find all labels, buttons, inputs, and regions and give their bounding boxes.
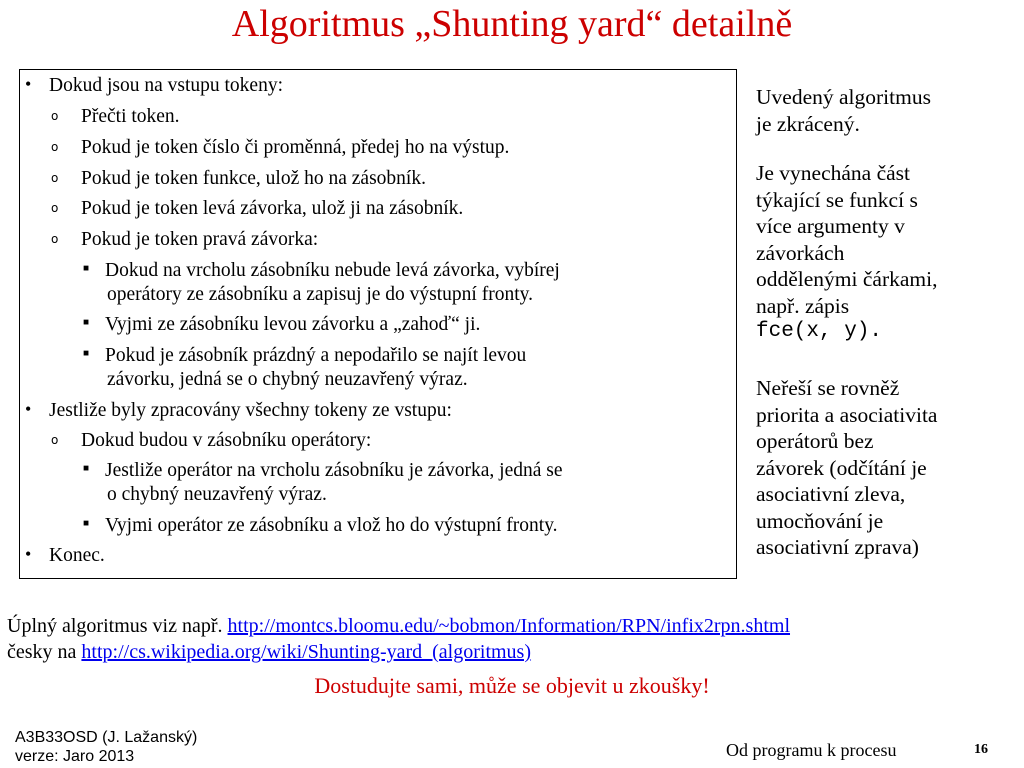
reference-prefix: Úplný algoritmus viz např. [7, 615, 223, 637]
reference-prefix: česky na [7, 641, 77, 663]
bullet-square-icon: ■ [83, 263, 90, 274]
sidebar-line: priorita a asociativita [756, 402, 938, 427]
algorithm-step-continuation: závorku, jedná se o chybný neuzavřený výraz. [107, 369, 468, 390]
algorithm-step: Konec. [49, 545, 105, 566]
algorithm-step: Dokud na vrcholu zásobníku nebude levá závorka, vybírej [105, 260, 560, 281]
sidebar-note-2 [756, 160, 1011, 346]
infix2rpn-link[interactable]: http://montcs.bloomu.edu/~bobmon/Information/RPN/infix2rpn.shtml [227, 615, 791, 637]
algorithm-step: Pokud je token levá závorka, ulož ji na zásobník. [81, 198, 464, 219]
sidebar-line: týkající se funkcí s [756, 187, 918, 212]
algorithm-step: Pokud je token funkce, ulož ho na zásobník. [81, 168, 426, 189]
code-sample: fce(x, y). [756, 320, 883, 343]
sidebar-line: asociativní zprava) [756, 535, 919, 559]
algorithm-step: Jestliže byly zpracovány všechny tokeny ze vstupu: [49, 400, 452, 421]
sidebar-note-3 [756, 375, 1011, 561]
sidebar-line: Je vynechána část [756, 161, 911, 185]
page-number: 16 [974, 742, 988, 757]
algorithm-step: Vyjmi operátor ze zásobníku a vlož ho do výstupní fronty. [105, 515, 558, 536]
bullet-circle-icon: o [51, 140, 59, 154]
sidebar-line: např. zápis [756, 293, 850, 318]
sidebar-line: závorkách [756, 240, 845, 265]
study-note: Dostudujte sami, může se objevit u zkoušky! [314, 673, 710, 698]
algorithm-step: Pokud je token pravá závorka: [81, 229, 319, 250]
sidebar-line: více argumenty v [756, 214, 905, 238]
sidebar-line: je zkrácený. [756, 111, 860, 136]
sidebar-note-1 [756, 84, 1011, 137]
algorithm-step: Pokud je zásobník prázdný a nepodařilo se najít levou [105, 345, 527, 366]
algorithm-step: Dokud jsou na vstupu tokeny: [49, 75, 283, 96]
algorithm-step: Vyjmi ze zásobníku levou závorku a „zahoď“ ji. [105, 314, 481, 335]
full-algorithm-reference [7, 614, 790, 638]
sidebar-line: Uvedený algoritmus [756, 85, 931, 109]
bullet-circle-icon: o [51, 433, 59, 447]
bullet-circle-icon: o [51, 201, 59, 215]
algorithm-step-continuation: operátory ze zásobníku a zapisuj je do výstupní fronty. [107, 284, 533, 305]
czech-reference [7, 640, 531, 664]
sidebar-line: umocňování je [756, 508, 884, 533]
course-name: Od programu k procesu [726, 740, 897, 760]
bullet-square-icon: ■ [83, 348, 90, 359]
sidebar-line: asociativní zleva, [756, 482, 906, 506]
algorithm-box [19, 69, 737, 579]
bullet-square-icon: ■ [83, 317, 90, 328]
bullet-disc-icon: • [25, 544, 32, 564]
bullet-circle-icon: o [51, 109, 59, 123]
bullet-circle-icon: o [51, 232, 59, 246]
bullet-disc-icon: • [25, 399, 32, 419]
algorithm-step: Přečti token. [81, 106, 180, 127]
sidebar-line: závorek (odčítání je [756, 455, 927, 480]
bullet-circle-icon: o [51, 171, 59, 185]
bullet-square-icon: ■ [83, 463, 90, 474]
bullet-disc-icon: • [25, 74, 32, 94]
sidebar-line: operátorů bez [756, 429, 874, 453]
bullet-square-icon: ■ [83, 518, 90, 529]
algorithm-step: Dokud budou v zásobníku operátory: [81, 430, 372, 451]
slide-title: Algoritmus „Shunting yard“ detailně [231, 3, 793, 45]
version-label: verze: Jaro 2013 [15, 748, 135, 765]
wikipedia-link[interactable]: http://cs.wikipedia.org/wiki/Shunting-yard_(algoritmus) [81, 641, 532, 663]
algorithm-step: Jestliže operátor na vrcholu zásobníku je závorka, jedná se [105, 460, 563, 481]
sidebar-line: oddělenými čárkami, [756, 267, 938, 291]
algorithm-step-continuation: o chybný neuzavřený výraz. [107, 484, 327, 505]
algorithm-step: Pokud je token číslo či proměnná, předej ho na výstup. [81, 137, 510, 158]
sidebar-line: Neřeší se rovněž [756, 376, 900, 400]
author-label: A3B33OSD (J. Lažanský) [15, 729, 198, 746]
